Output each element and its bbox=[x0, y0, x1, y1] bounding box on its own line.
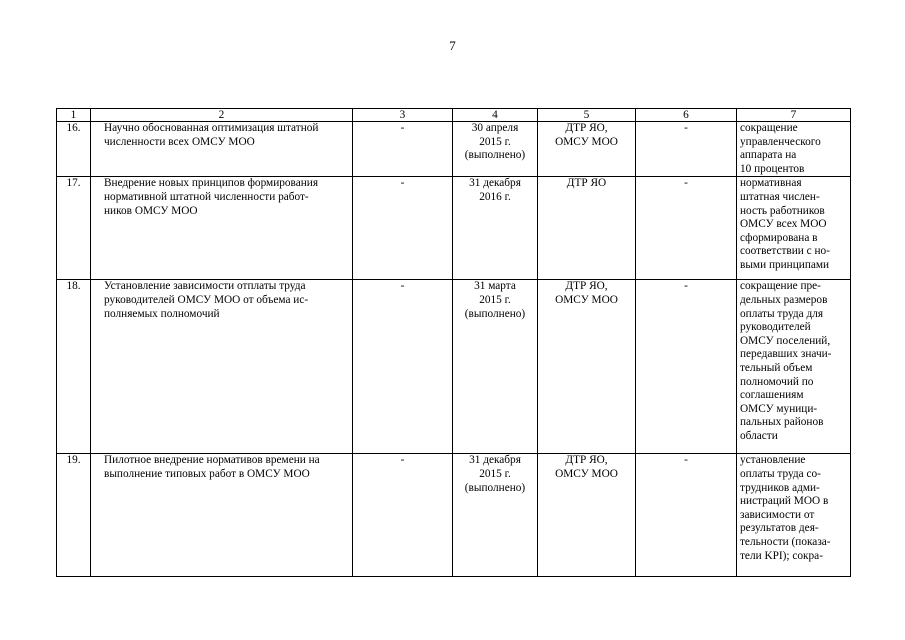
text-line: соглашениям bbox=[740, 389, 804, 402]
header-cell: 7 bbox=[737, 109, 851, 122]
text-line: Внедрение новых принципов формирования bbox=[104, 177, 319, 190]
text-line: ОМСУ всех МОО bbox=[740, 218, 827, 231]
deadline bbox=[453, 280, 538, 454]
expected-result bbox=[737, 454, 851, 577]
text-line: сокращение пре- bbox=[740, 280, 821, 293]
text-line: оплаты труда для bbox=[740, 307, 824, 320]
row-number: 18. bbox=[57, 280, 91, 454]
executor bbox=[538, 454, 636, 577]
text-line: ОМСУ поселений, bbox=[740, 334, 831, 347]
text-line: 2015 г. bbox=[479, 293, 511, 306]
text-line: выми принципами bbox=[740, 258, 830, 271]
header-cell: 2 bbox=[91, 109, 353, 122]
executor bbox=[538, 122, 636, 177]
text-line: тельности (показа- bbox=[740, 535, 831, 548]
header-cell: 6 bbox=[636, 109, 737, 122]
measure-name bbox=[91, 177, 353, 280]
text-line: оплаты труда со- bbox=[740, 467, 821, 480]
text-line: (выполнено) bbox=[464, 481, 526, 494]
text-line: 30 апреля bbox=[471, 122, 519, 134]
col6-value: - bbox=[636, 177, 737, 280]
executor bbox=[538, 280, 636, 454]
text-line: численности всех ОМСУ МОО bbox=[104, 135, 255, 148]
deadline bbox=[453, 177, 538, 280]
text-line: ОМСУ муници- bbox=[740, 402, 818, 415]
text-line: соответствии с но- bbox=[740, 245, 830, 258]
text-line: 31 декабря bbox=[469, 454, 521, 467]
header-cell: 1 bbox=[57, 109, 91, 122]
text-line: ДТР ЯО bbox=[566, 177, 607, 190]
row-number: 17. bbox=[57, 177, 91, 280]
expected-result bbox=[737, 177, 851, 280]
text-line: полномочий по bbox=[740, 375, 814, 388]
text-line: аппарата на bbox=[740, 149, 797, 162]
text-line: ников ОМСУ МОО bbox=[104, 204, 198, 217]
text-line: Научно обоснованная оптимизация штатной bbox=[104, 122, 319, 134]
col6-value: - bbox=[636, 280, 737, 454]
text-line: тели KPI); сокра- bbox=[740, 549, 823, 562]
text-line: руководителей ОМСУ МОО от объема ис- bbox=[104, 293, 309, 306]
measure-name bbox=[91, 454, 353, 577]
text-line: ОМСУ МОО bbox=[555, 135, 618, 148]
text-line: нистраций МОО в bbox=[740, 495, 829, 508]
header-row bbox=[57, 109, 851, 122]
text-line: управленческого bbox=[740, 135, 821, 148]
deadline bbox=[453, 454, 538, 577]
text-line: 2015 г. bbox=[479, 467, 511, 480]
text-line: 2015 г. bbox=[479, 135, 511, 148]
text-line: ОМСУ МОО bbox=[555, 293, 618, 306]
page-number: 7 bbox=[449, 38, 456, 53]
measure-name bbox=[91, 280, 353, 454]
measures-table bbox=[56, 108, 851, 577]
text-line: тельный объем bbox=[740, 361, 813, 374]
row-number: 19. bbox=[57, 454, 91, 577]
text-line: ДТР ЯО, bbox=[565, 280, 608, 293]
text-line: ДТР ЯО, bbox=[565, 454, 608, 467]
text-line: 10 процентов bbox=[740, 162, 805, 175]
col3-value: - bbox=[353, 177, 453, 280]
text-line: нормативной штатной численности работ- bbox=[104, 190, 309, 203]
text-line: (выполнено) bbox=[464, 307, 526, 320]
measure-name bbox=[91, 122, 353, 177]
text-line: полняемых полномочий bbox=[104, 307, 220, 320]
text-line: трудников адми- bbox=[740, 481, 820, 494]
text-line: ность работников bbox=[740, 204, 825, 217]
table-row bbox=[57, 280, 851, 454]
text-line: передавших значи- bbox=[740, 348, 832, 361]
header-cell: 5 bbox=[538, 109, 636, 122]
expected-result bbox=[737, 280, 851, 454]
text-line: ОМСУ МОО bbox=[555, 467, 618, 480]
text-line: Пилотное внедрение нормативов времени на bbox=[104, 454, 320, 467]
executor bbox=[538, 177, 636, 280]
header-cell: 3 bbox=[353, 109, 453, 122]
col3-value: - bbox=[353, 122, 453, 177]
table-row bbox=[57, 177, 851, 280]
expected-result bbox=[737, 122, 851, 177]
text-line: зависимости от bbox=[740, 508, 815, 521]
text-line: установление bbox=[740, 454, 806, 467]
text-line: сформирована в bbox=[740, 231, 818, 244]
text-line: (выполнено) bbox=[464, 149, 526, 162]
text-line: выполнение типовых работ в ОМСУ МОО bbox=[104, 467, 310, 480]
text-line: Установление зависимости отплаты труда bbox=[104, 280, 306, 293]
text-line: 31 декабря bbox=[469, 177, 521, 190]
deadline bbox=[453, 122, 538, 177]
text-line: сокращение bbox=[740, 122, 798, 134]
row-number: 16. bbox=[57, 122, 91, 177]
header-cell: 4 bbox=[453, 109, 538, 122]
col3-value: - bbox=[353, 280, 453, 454]
col6-value: - bbox=[636, 122, 737, 177]
text-line: нормативная bbox=[740, 177, 802, 190]
table-row bbox=[57, 122, 851, 177]
text-line: 2016 г. bbox=[479, 190, 511, 203]
table-row bbox=[57, 454, 851, 577]
text-line: штатная числен- bbox=[740, 190, 820, 203]
text-line: области bbox=[740, 429, 778, 442]
text-line: руководителей bbox=[740, 321, 811, 334]
text-line: ДТР ЯО, bbox=[565, 122, 608, 134]
text-line: 31 марта bbox=[474, 280, 516, 293]
text-line: результатов дея- bbox=[740, 522, 819, 535]
text-line: дельных размеров bbox=[740, 293, 828, 306]
col3-value: - bbox=[353, 454, 453, 577]
col6-value: - bbox=[636, 454, 737, 577]
text-line: пальных районов bbox=[740, 416, 824, 429]
